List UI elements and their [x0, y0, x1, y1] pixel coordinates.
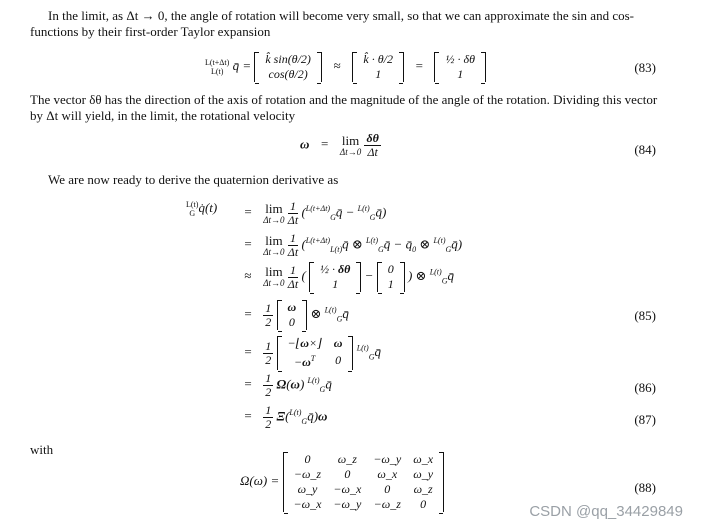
derivation-row-4: = $\frac{1}{2}$ ω 0 ⊗ $^{L(t)}_G$q̄	[244, 300, 349, 329]
equation-number-83: (83)	[634, 60, 656, 75]
derivation-row-5: = $\frac{1}{2}$ −⌊ω×⌋ ω $-\omega^T$ 0 $^{L(t)}_G$q̄	[244, 336, 381, 369]
paragraph-3: We are now ready to derive the quaternion derivative as	[48, 172, 339, 187]
derivation-row-1: = lim Δt→0 $\frac{1}{\Delta t}$ ($^{L(t+\Delta t)}_G$q̄ − $^{L(t)}_G$q̄)	[244, 199, 387, 227]
watermark: CSDN @qq_34429849	[529, 503, 683, 520]
equation-number-88: (88)	[634, 480, 656, 495]
equation-83: L(t+Δt) L(t) q̄ = k̂ sin(θ/2) cos(θ/2) ≈ k̂ · θ/2 1 = ½ · δθ 1	[205, 52, 486, 82]
equation-84: ω = lim Δt→0 $\frac{\delta\theta}{\Delta t}$	[300, 131, 379, 159]
equation-number-84: (84)	[634, 142, 656, 157]
derivation-row-3: ≈ lim Δt→0 $\frac{1}{\Delta t}$ ( ½ · δθ 1 − 0 1 ) ⊗ $^{L(t)}_G$q̄	[244, 262, 454, 291]
derivation-lhs: L(t) G q̇(t)	[186, 200, 218, 219]
paragraph-2: The vector δθ has the direction of the axis of rotation and the magnitude of the angle of the rotation. Dividing this vector by Δt will yield, in the limit, the rotational velocity	[30, 92, 658, 123]
paragraph-4: with	[30, 442, 54, 457]
equation-number-85: (85)	[634, 308, 656, 323]
equation-number-87: (87)	[634, 412, 656, 427]
paragraph-1: In the limit, as Δt → 0, the angle of rotation will become very small, so that we can approximate the sin and cos-functions by their first-order Taylor expansion	[30, 8, 634, 39]
equation-number-86: (86)	[634, 380, 656, 395]
equation-88: Ω(ω) = 0 ω_z −ω_y ω_x −ω_z 0 ω_x ω_y ω_y −ω_x 0 ω_z −ω_x −ω_y −ω_z 0	[240, 452, 444, 512]
derivation-row-2: = lim Δt→0 $\frac{1}{\Delta t}$ ($^{L(t+\Delta t)}_{L(t)}$q̄ ⊗ $^{L(t)}_G$q̄ − $q̄_0$ ⊗ $^{L(t)}_G$q̄)	[244, 231, 463, 259]
derivation-row-6: = $\frac{1}{2}$ Ω(ω) $^{L(t)}_G$q̄	[244, 371, 332, 399]
derivation-row-7: = $\frac{1}{2}$ Ξ($^{L(t)}_G$q̄)ω	[244, 403, 328, 431]
